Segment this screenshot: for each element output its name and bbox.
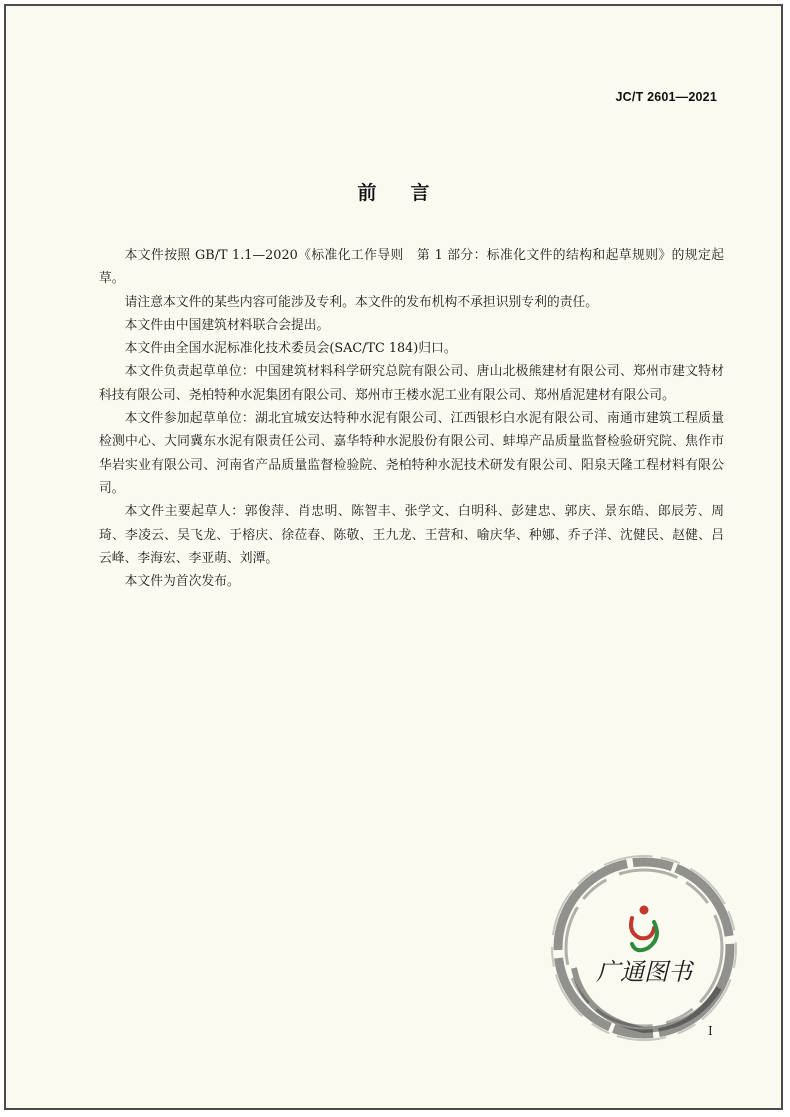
title-char-2: 言 xyxy=(410,182,430,204)
document-code: JC/T 2601—2021 xyxy=(615,90,717,104)
document-page xyxy=(4,4,783,1110)
paragraph-main-drafters: 本文件主要起草人：郭俊萍、肖忠明、陈智丰、张学文、白明科、彭建忠、郭庆、景东皓、郎辰芳、周琦、李凌云、吴飞龙、于榕庆、徐莅春、陈敬、王九龙、王营和、喻庆华、种娜、乔子洋、沈健民、赵健、吕云峰、李海宏、李亚萌、刘潭。 xyxy=(99,504,724,566)
paragraph-proposer: 本文件由中国建筑材料联合会提出。 xyxy=(124,317,330,333)
page-number: I xyxy=(708,1024,713,1038)
paragraph-first-release: 本文件为首次发布。 xyxy=(124,574,240,590)
paragraph-participating-drafters: 本文件参加起草单位：湖北宜城安达特种水泥有限公司、江西银杉白水泥有限公司、南通市建筑工程质量检测中心、大同冀东水泥有限责任公司、嘉华特种水泥股份有限公司、蚌埠产品质量监督检验研究院、焦作市华岩实业有限公司、河南省产品质量监督检验院、尧柏特种水泥技术研发有限公司、阳泉天隆工程材料有限公司。 xyxy=(99,411,724,496)
page-title xyxy=(6,178,781,205)
paragraph-patent-notice: 请注意本文件的某些内容可能涉及专利。本文件的发布机构不承担识别专利的责任。 xyxy=(124,294,599,310)
seal-image xyxy=(544,848,744,1048)
paragraph-drafting-rules: 本文件按照 GB/T 1.1—2020《标准化工作导则 第 1 部分：标准化文件的结构和起草规则》的规定起草。 xyxy=(99,248,724,287)
title-char-1: 前 xyxy=(357,182,377,204)
paragraph-lead-drafters: 本文件负责起草单位：中国建筑材料科学研究总院有限公司、唐山北极熊建材有限公司、郑州市建文特材科技有限公司、尧柏特种水泥集团有限公司、郑州市王楼水泥工业有限公司、郑州盾泥建材有限公司。 xyxy=(99,364,724,403)
logo-head xyxy=(640,906,649,915)
paragraph-committee: 本文件由全国水泥标准化技术委员会(SAC/TC 184)归口。 xyxy=(124,341,457,357)
seal-text: 广通图书 xyxy=(596,958,692,986)
publisher-seal xyxy=(544,848,744,1048)
foreword-body xyxy=(99,244,724,593)
